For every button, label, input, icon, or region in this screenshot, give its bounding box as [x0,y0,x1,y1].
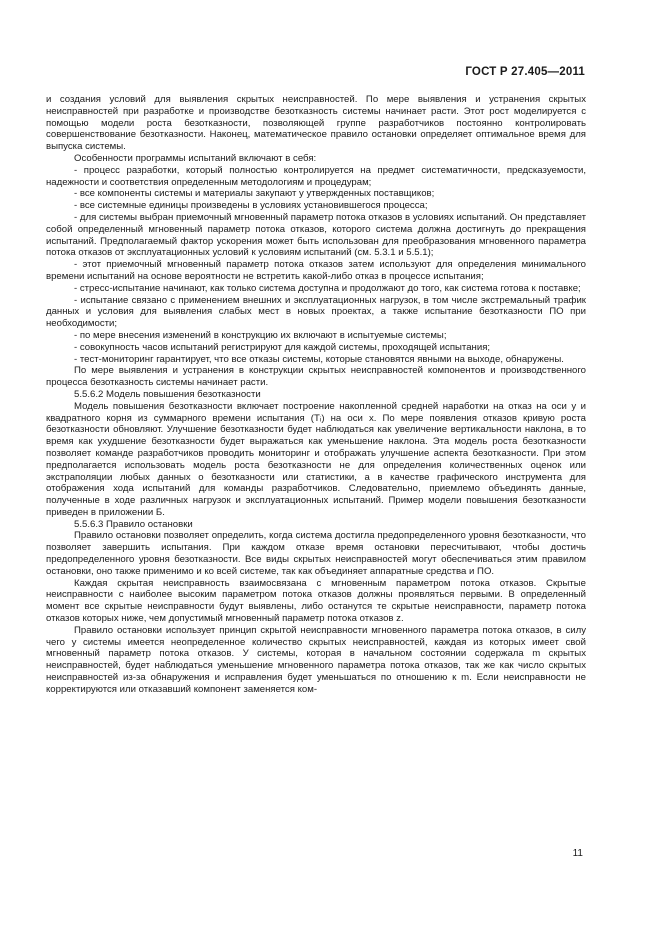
list-item: - все компоненты системы и материалы закупают у утвержденных поставщиков; [74,188,435,200]
list-item: - все системные единицы произведены в условиях установившегося процесса; [74,200,428,212]
list-item: - совокупность часов испытаний регистрируют для каждой системы, проходящей испытания; [74,341,491,353]
document-body [46,94,586,696]
list-item: - этот приемочный мгновенный параметр потока отказов затем используют для определения минимального времени испытаний на основе вероятности не встретить какой-либо отказ в процессе испытания; [46,259,586,282]
paragraph: Каждая скрытая неисправность взаимосвязана с мгновенным параметром потока отказов. Скрытые неисправности с наиболее высоким параметром потока отказов должны проявляться первыми. В определенный момент все скрытые неисправности будут выявлены, либо останутся те скрытые неисправности, параметр потока отказов которых ниже, чем допустимый мгновенный параметр потока отказов z. [46,577,586,625]
list-item: - стресс-испытание начинают, как только система доступна и продолжают до того, как система готова к поставке; [74,282,581,294]
paragraph: Особенности программы испытаний включают в себя: [74,152,317,164]
list-item: - испытание связано с применением внешних и эксплуатационных нагрузок, в том числе экстремальный трафик данных и условия для выявления слабых мест в новых проектах, а также испытание безотказности ПО при необходимости; [46,294,586,330]
document-header-code: ГОСТ Р 27.405—2011 [465,66,585,78]
section-heading: 5.5.6.2 Модель повышения безотказности [74,388,261,400]
list-item: - для системы выбран приемочный мгновенный параметр потока отказов в условиях испытаний. Он представляет собой определенный мгновенный параметр потока отказов, которого система должна достигнуть до прекращения испытаний. Предполагаемый фактор ускорения может быть использован для преобразования мгновенного параметра потока отказов от эксплуатационных условий к условиям испытаний (см. 5.3.1 и 5.5.1); [46,211,586,259]
paragraph: Правило остановки использует принцип скрытой неисправности мгновенного параметра потока отказов, в силу чего у системы имеется неопределенное количество скрытых неисправностей, каждая из которых имеет свой мгновенный параметр потока отказов. У системы, которая в начальном состоянии содержала m скрытых неисправностей, будет наблюдаться уменьшение мгновенного параметра потока отказов, так же как число скрытых неисправностей из-за обнаружения и исправления будет уменьшаться по отношению к m. Если неисправности не корректируются или отказавший компонент заменяется ком- [46,624,586,695]
section-heading: 5.5.6.3 Правило остановки [74,518,193,530]
paragraph: Модель повышения безотказности включает построение накопленной средней наработки на отказ на оси y и квадратного корня из суммарного времени испытания (Tᵢ) на оси x. По мере появления отказов кривую роста безотказности обновляют. Улучшение безотказности будет наблюдаться как увеличение вертикальности наклона, в то время как ухудшение безотказности будет выражаться как уменьшение наклона. Эта модель роста безотказности позволяет команде разработчиков проводить мониторинг и отображать улучшение аспекта безотказности. При этом предполагается использовать модель роста безотказности не для определения количественных оценок или экстраполяции любых данных о безотказности или статистики, а в качестве графического инструмента для отображения хода испытаний для команды разработчиков. Следовательно, приемлемо объединять данные, полученные в ходе различных нагрузок и эксплуатационных испытаний. Пример модели повышения безотказности приведен в приложении Б. [46,400,586,518]
list-item: - по мере внесения изменений в конструкцию их включают в испытуемые системы; [74,329,447,341]
paragraph: По мере выявления и устранения в конструкции скрытых неисправностей компонентов и производственного процесса безотказность системы начинает расти. [46,365,586,389]
page-number: 11 [572,848,583,859]
list-item: - тест-мониторинг гарантирует, что все отказы системы, которые становятся явными на выходе, обнаружены. [74,353,564,365]
list-item: - процесс разработки, который полностью контролируется на предмет систематичности, предсказуемости, надежности и соответствия определенным методологиям и процедурам; [46,164,586,188]
paragraph: Правило остановки позволяет определить, когда система достигла предопределенного уровня безотказности, что позволяет завершить испытания. При каждом отказе время остановки пересчитывают, чтобы достичь предопределенного уровня безотказности. Все виды скрытых неисправностей могут обеспечиваться этим правилом остановки, оно также применимо и ко всей системе, так как объединяет аппаратные средства и ПО. [46,530,586,577]
paragraph: и создания условий для выявления скрытых неисправностей. По мере выявления и устранения скрытых неисправностей при разработке и производстве безотказность системы начинает расти. Этот рост моделируется с помощью модели роста безотказности, позволяющей группе разработчиков постоянно контролировать совершенствование безотказности. Наконец, математическое правило остановки определяет оптимальное время для выпуска системы. [46,94,586,153]
